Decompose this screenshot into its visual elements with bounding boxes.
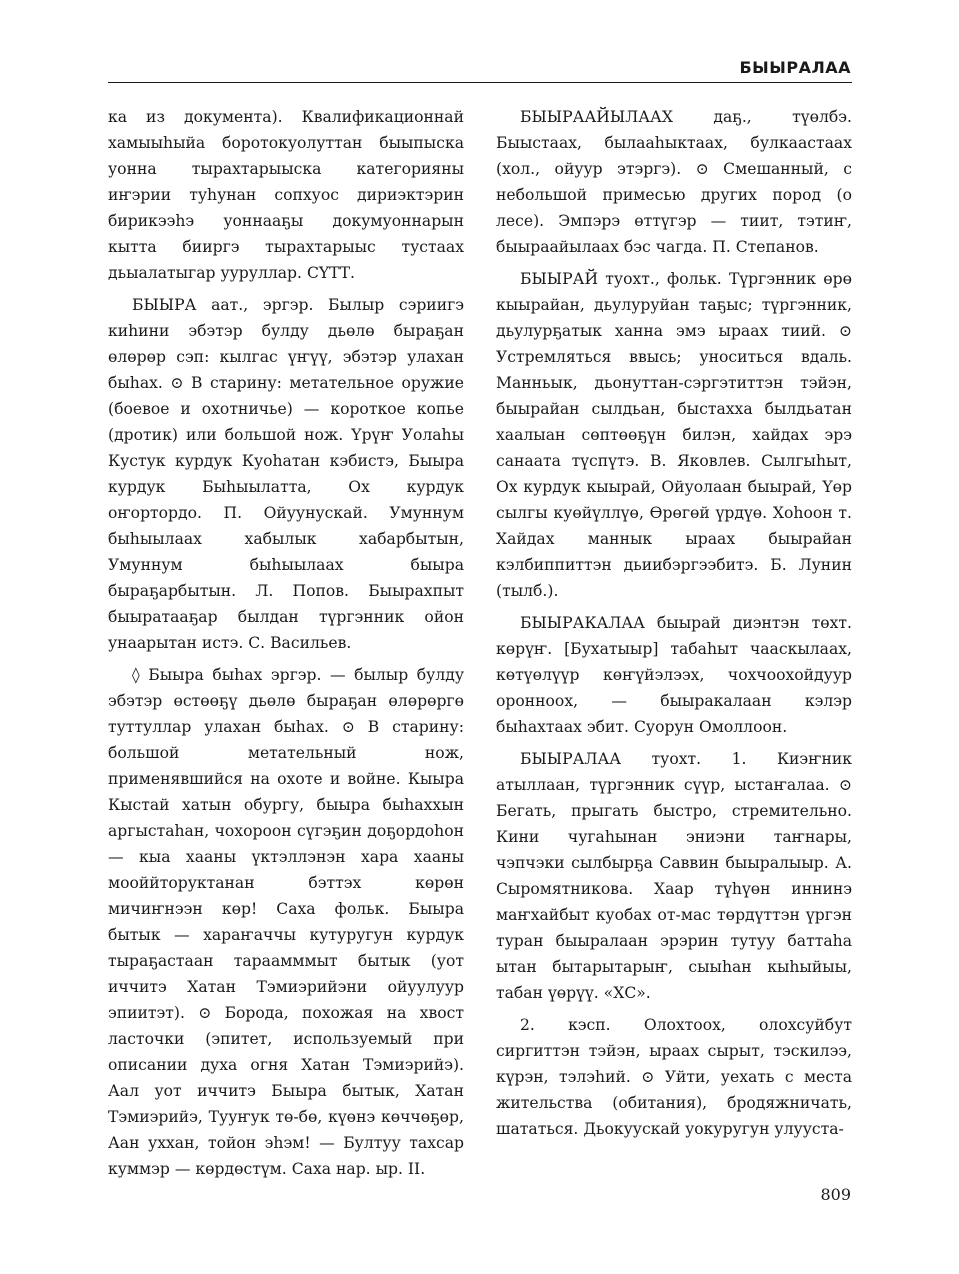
entry-paragraph: БЫЫРА аат., эргэр. Былыр сэриигэ киһини эбэтэр булду дьөлө быраҕан өлөрөр сэп: кылгас үҥүү, эбэтэр улахан быһах. ⊙ В старину: метательное оружие (боевое и охотничье) — короткое копье (дротик) или большой нож. Үрүҥ Уолаhы Кустук курдук Куоһатан кэбистэ, Быыра курдук Быһыылатта, Ох курдук оҥортордо. П. Ойуунускай. Умуннум быһыылаах хабылык хабарбытын, Умуннум быһыылаах быыра быраҕарбытын. Л. Попов. Быырахпыт быыратааҕар былдан түргэнник ойон унаарытан истэ. С. Васильев.: [108, 296, 464, 652]
page-number: 809: [820, 1185, 851, 1204]
entry-paragraph: БЫЫРАЙ туохт., фольк. Түргэнник өрө кыырайан, дьулуруйан таҕыс; түргэнник, дьулурҕатык ханна эмэ ыраах тиий. ⊙ Устремляться ввысь; уноситься вдаль. Манньык, дьонуттан-сэргэтиттэн тэйэн, быырайан сылдьан, быстахха былдьатан хаалыан сөптөөҕүн билэн, хайдах эрэ санаата түспүтэ. В. Яковлев. Сылгыһыт, Ох курдук кыырай, Ойуолаан быырай, Үөр сылгы куөйүллүө, Өрөгөй үрдүө. Хоһоон т. Хайдах маннык ыраах быырайан кэлбиппиттэн дьиибэргээбитэ. Б. Лунин (тылб.).: [496, 270, 852, 600]
entry-paragraph: 2. кэсп. Олохтоох, олохсуйбут сиргиттэн тэйэн, ыраах сырыт, тэскилээ, күрэн, тэлэһий. ⊙ Уйти, уехать с места жительства (обитания), бродяжничать, шататься. Дьокуускай уокуругун улууста-: [496, 1016, 852, 1138]
entry-paragraph: ◊ Быыра быһах эргэр. — былыр булду эбэтэр өстөөҕү дьөлө быраҕан өлөрөргө туттуллар улахан быһах. ⊙ В старину: большой метательный нож, применявшийся на охоте и войне. Кыыра Кыстай хатын обургу, быыра быһаххын аргыстаһан, чохороон сүгэҕин доҕордоһон — кыа хааны үктэллэнэн хара хааны мооййторуктанан бэттэх көрөн мичиҥнээн көр! Саха фольк. Быыра бытык — хараҥаччы кутуругун курдук тыраҕастаан тараамммыт бытык (уот иччитэ Хатан Тэмиэрийэни ойуулуур эпиитэт). ⊙ Борода, похожая на хвост ласточки (эпитет, используемый при описании духа огня Хатан Тэмиэрийэ). Аал уот иччитэ Быыра бытык, Хатан Тэмиэрийэ, Тууҥук тө-бө, күөнэ көччөҕөр, Аан уххан, тойон эһэм! — Бултуу тахсар куммэр — көрдөстүм. Саха нар. ыр. II.: [108, 666, 464, 1178]
entry-paragraph: БЫЫРАЛАА туохт. 1. Киэҥник атыллаан, түргэнник сүүр, ыстаҥалаа. ⊙ Бегать, прыгать быстро, стремительно. Кини чугаһынан эниэни таҥнары, чэпчэки сылбырҕа Саввин быыралыыр. А. Сыромятникова. Хаар түһүөн иннинэ маҥхайбыт куобах от-мас төрдүттэн үргэн туран быыралаан эрэрин тутуу баттаһа ытан бытарытарыҥ, сыыһан кыһыйыы, табан үөрүү. «ХС».: [496, 750, 852, 1002]
entry-paragraph: ка из документа). Квалификационнай хамыыһыйа боротокуолуттан быыпыска уонна тырахтарыыска категорияны иҥэрии туһунан сопхуос дириэктэрин бирикээһэ уоннааҕы докумуоннарын кытта бииргэ тырахтарыыс тустаах дьыалатыгар ууруллар. СҮТТ.: [108, 108, 464, 282]
left-column: [108, 104, 464, 1188]
right-column: [496, 104, 852, 1148]
entry-paragraph: БЫЫРАКАЛАА быырай диэнтэн төхт. көрүҥ. [Бухатыыр] табаһыт чааскылаах, көтүөлүүр көҥүйэлээх, чохчоохойдуур оронноох, — быыракалаан кэлэр быһахтаах эбит. Суорун Омоллоон.: [496, 614, 852, 736]
entry-paragraph: БЫЫРААЙЫЛААХ даҕ., түөлбэ. Быыстаах, былааһыктаах, булкаастаах (хол., ойуур этэргэ). ⊙ Смешанный, с небольшой примесью других пород (о лесе). Эмпэрэ өттүгэр — тиит, тэтиҥ, быыраайылаах бэс чагда. П. Степанов.: [496, 108, 852, 256]
running-head: БЫЫРАЛАА: [739, 58, 851, 77]
header-rule: [108, 82, 852, 83]
